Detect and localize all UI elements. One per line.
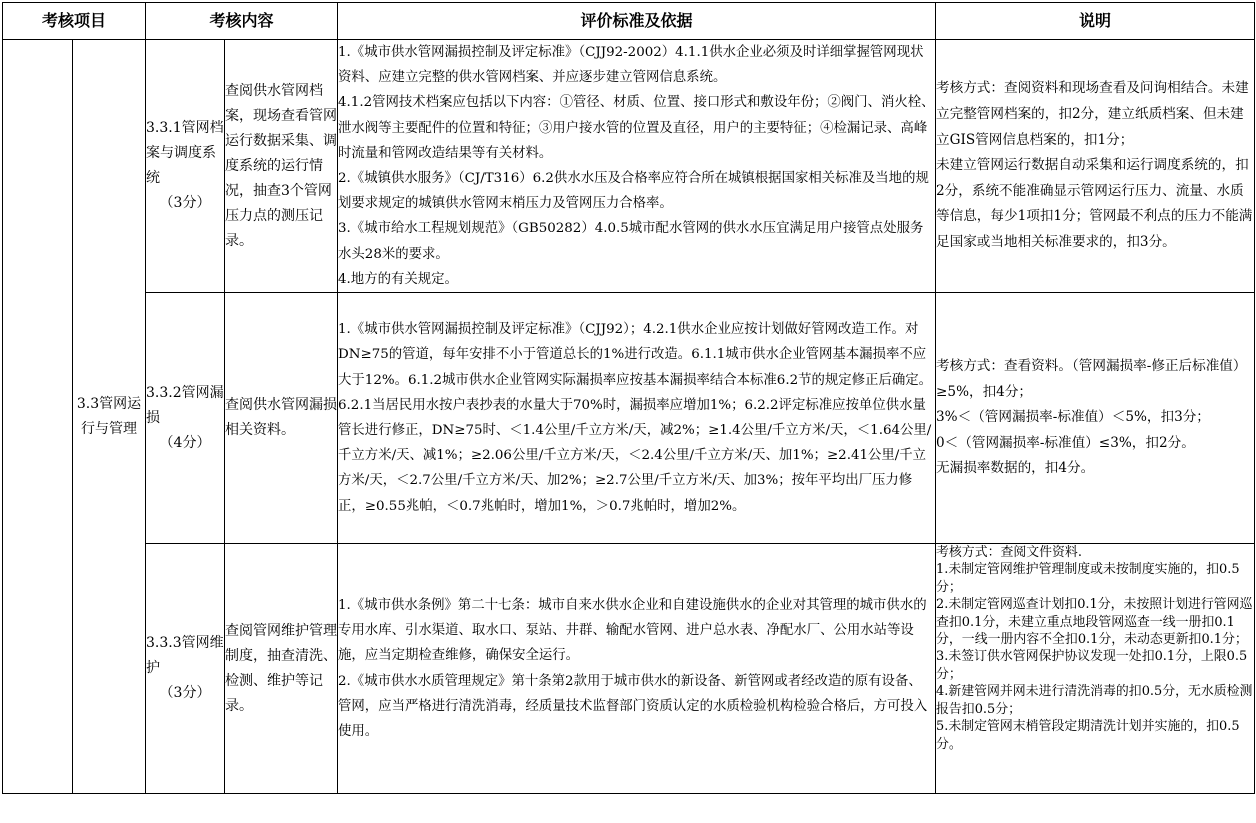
sub-item-label: 3.3.3管网维护 [146,635,224,677]
category-label: 3.3管网运行与管理 [76,395,142,437]
note-paragraph: 0＜（管网漏损率-标准值）≤3%，扣2分。 [936,434,1195,451]
criteria-paragraph: 6.2.1当居民用水按户表抄表的水量大于70%时，漏损率应增加1%；6.2.2评定标准应按单位供水量管长进行修正，DN≥75时、＜1.4公里/千立方米/天，减2%；≥1.4公里/千立方米/天，＜1.64公里/千立方米/天、减1%；≥2.06公里/千立方米/天，＜2.4公里/千立方米/天、加1%；≥2.41公里/千立方米/天，＜2.7公里/千立方米/天、加2%；≥2.7公里/千立方米/天、加3%；按年平均出厂压力修正，≥0.55兆帕，＜0.7兆帕时，增加1%，＞0.7兆帕时，增加2%。 [338,397,932,514]
category-cell [73,40,146,794]
criteria-paragraph: 3.《城市给水工程规划规范》（GB50282）4.0.5城市配水管网的供水水压宜满足用户接管点处服务水头28米的要求。 [338,221,924,262]
sub-item-cell [146,544,225,794]
sub-item-score: （3分） [159,195,211,212]
table-row [3,293,1255,544]
note-paragraph: 3.未签订供水管网保护协议发现一处扣0.1分，上限0.5分； [936,649,1248,682]
sub-item-cell [146,293,225,544]
note-paragraph: 4.新建管网并网未进行清洗消毒的扣0.5分，无水质检测报告扣0.5分； [936,684,1253,717]
header-content: 考核内容 [146,3,338,40]
blank-column-cell [3,40,73,794]
criteria-paragraph: 1.《城市供水条例》第二十七条：城市自来水供水企业和自建设施供水的企业对其管理的城市供水的专用水库、引水渠道、取水口、泵站、井群、输配水管网、进户总水表、净配水厂、公用水站等设施，应当定期检查维修，确保安全运行。 [338,597,927,664]
header-item: 考核项目 [3,3,146,40]
sub-item-score: （4分） [159,434,211,451]
criteria-paragraph: 2.《城镇供水服务》（CJ/T316）6.2供水水压及合格率应符合所在城镇根据国家相关标准及当地的规划要求规定的城镇供水管网末梢压力及管网压力合格率。 [338,171,929,212]
criteria-cell [338,293,936,544]
header-criteria: 评价标准及依据 [338,3,936,40]
note-paragraph: 3%＜（管网漏损率-标准值）＜5%，扣3分； [936,409,1210,426]
note-cell [936,40,1255,293]
note-cell [936,293,1255,544]
note-paragraph: 未建立管网运行数据自动采集和运行调度系统的，扣2分，系统不能准确显示管网运行压力、流量、水质等信息，每少1项扣1分；管网最不利点的压力不能满足国家或当地相关标准要求的，扣3分。 [936,157,1253,250]
sub-item-label: 3.3.1管网档案与调度系统 [146,120,224,187]
criteria-paragraph: 4.地方的有关规定。 [338,271,458,287]
note-paragraph: 1.未制定管网维护管理制度或未按制度实施的，扣0.5分； [936,562,1240,595]
sub-item-score: （3分） [159,685,211,702]
criteria-paragraph: 1.《城市供水管网漏损控制及评定标准》（CJJ92-2002）4.1.1供水企业必须及时详细掌握管网现状资料、应建立完整的供水管网档案、并应逐步建立管网信息系统。 [338,45,924,86]
table-row [3,40,1255,293]
content-cell: 查阅供水管网档案，现场查看管网运行数据采集、调度系统的运行情况，抽查3个管网压力点的测压记录。 [225,40,338,293]
criteria-paragraph: 1.《城市供水管网漏损控制及评定标准》（CJJ92）；4.2.1供水企业应按计划做好管网改造工作。对DN≥75的管道，每年安排不小于管道总长的1%进行改造。6.1.1城市供水企业管网基本漏损率不应大于12%。6.1.2城市供水企业管网实际漏损率应按基本漏损率结合本标准6.2节的规定修正后确定。 [338,322,933,388]
table-row [3,544,1255,794]
sub-item-label: 3.3.2管网漏损 [146,384,224,426]
note-paragraph: 5.未制定管网末梢管段定期清洗计划并实施的，扣0.5分。 [936,719,1240,752]
criteria-cell [338,40,936,293]
note-paragraph: 考核方式：查看资料。（管网漏损率-修正后标准值）≥5%，扣4分； [936,358,1247,400]
content-cell: 查阅供水管网漏损相关资料。 [225,293,338,544]
note-paragraph: 2.未制定管网巡查计划扣0.1分，未按照计划进行管网巡查扣0.1分，未建立重点地段管网巡查一线一册扣0.1分，一线一册内容不全扣0.1分，未动态更新扣0.1分； [936,597,1253,648]
criteria-cell [338,544,936,794]
assessment-table [2,2,1255,794]
note-cell [936,544,1255,794]
sub-item-cell [146,40,225,293]
header-row [3,3,1255,40]
note-paragraph: 考核方式：查阅文件资料. [936,545,1082,561]
criteria-paragraph: 2.《城市供水水质管理规定》第十条第2款用于城市供水的新设备、新管网或者经改造的原有设备、管网，应当严格进行清洗消毒，经质量技术监督部门资质认定的水质检验机构检验合格后，方可投入使用。 [338,673,928,739]
note-paragraph: 无漏损率数据的，扣4分。 [936,460,1095,477]
note-paragraph: 考核方式：查阅资料和现场查看及问询相结合。未建立完整管网档案的，扣2分，建立纸质档案、但未建立GIS管网信息档案的，扣1分； [936,80,1249,148]
header-note: 说明 [936,3,1255,40]
criteria-paragraph: 4.1.2管网技术档案应包括以下内容：①管径、材质、位置、接口形式和敷设年份；②阀门、消火栓、泄水阀等主要配件的位置和特征；③用户接水管的位置及直径，用户的主要特征；④检漏记录、高峰时流量和管网改造结果等有关材料。 [338,95,935,161]
content-cell: 查阅管网维护管理制度，抽查清洗、检测、维护等记录。 [225,544,338,794]
